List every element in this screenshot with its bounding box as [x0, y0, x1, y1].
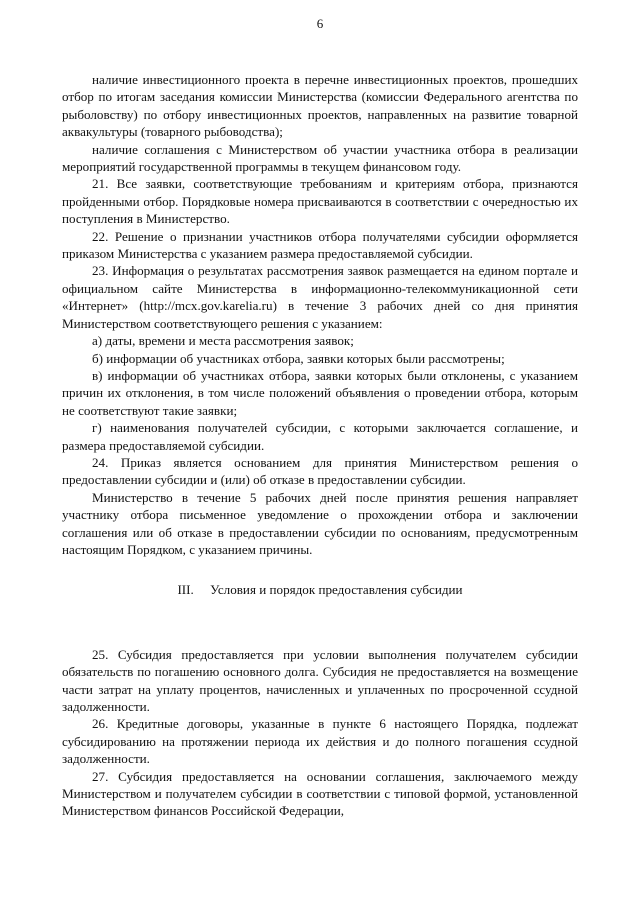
paragraph: а) даты, времени и места рассмотрения заявок;: [92, 333, 354, 349]
paragraph: Министерство в течение 5 рабочих дней после принятия решения направляет участнику отбора письменное уведомление о прохождении отбора и заключении соглашения или об отказе в предоставлении субсидии по основаниям, предусмотренным настоящим Порядком, с указанием причины.: [62, 489, 578, 557]
paragraph: наличие соглашения с Министерством об участии участника отбора в реализации мероприятий государственной программы в текущем финансовом году.: [62, 141, 578, 175]
paragraph: наличие инвестиционного проекта в перечне инвестиционных проектов, прошедших отбор по итогам заседания комиссии Министерства (комиссии Федерального агентства по рыболовству) по отбору инвестиционных проектов, направленных на развитие товарной аквакультуры (товарного рыбоводства);: [62, 72, 578, 140]
document-body: [62, 71, 578, 820]
paragraph: г) наименования получателей субсидии, с которыми заключается соглашение, и размера предоставляемой субсидии.: [62, 420, 578, 453]
section-heading: III. Условия и порядок предоставления субсидии: [177, 582, 463, 598]
paragraph: 26. Кредитные договоры, указанные в пункте 6 настоящего Порядка, подлежат субсидированию на протяжении периода их действия и до полного погашения ссудной задолженности.: [62, 716, 578, 767]
page-number: 6: [316, 16, 324, 31]
paragraph: 21. Все заявки, соответствующие требованиям и критериям отбора, признаются пройденными отбор. Порядковые номера присваиваются в соответствии с очередностью их поступления в Министерство.: [62, 176, 578, 227]
paragraph: 22. Решение о признании участников отбора получателями субсидии оформляется приказом Министерства с указанием размера предоставляемой субсидии.: [62, 228, 578, 262]
paragraph: 27. Субсидия предоставляется на основании соглашения, заключаемого между Министерством и получателем субсидии в соответствии с типовой формой, установленной Министерством финансов Российской Федерации,: [62, 768, 578, 819]
paragraph: б) информации об участниках отбора, заявки которых были рассмотрены;: [92, 350, 505, 366]
paragraph: 25. Субсидия предоставляется при условии выполнения получателем субсидии обязательств по погашению основного долга. Субсидия не предоставляется на возмещение части затрат на уплату процентов, начисленных и уплаченных по просроченной ссудной задолженности.: [62, 646, 578, 714]
paragraph: 24. Приказ является основанием для принятия Министерством решения о предоставлении субсидии и (или) об отказе в предоставлении субсидии.: [62, 454, 578, 488]
paragraph: 23. Информация о результатах рассмотрения заявок размещается на едином портале и официальном сайте Министерства в информационно-телекоммуникационной сети «Интернет» (http://mcx.gov.karelia.ru) в течение 3 рабочих дней со дня принятия Министерством соответствующего решения с указанием:: [62, 263, 578, 331]
paragraph: в) информации об участниках отбора, заявки которых были отклонены, с указанием причин их отклонения, в том числе положений объявления о проведении отбора, которым не соответствуют такие заявки;: [62, 367, 578, 418]
